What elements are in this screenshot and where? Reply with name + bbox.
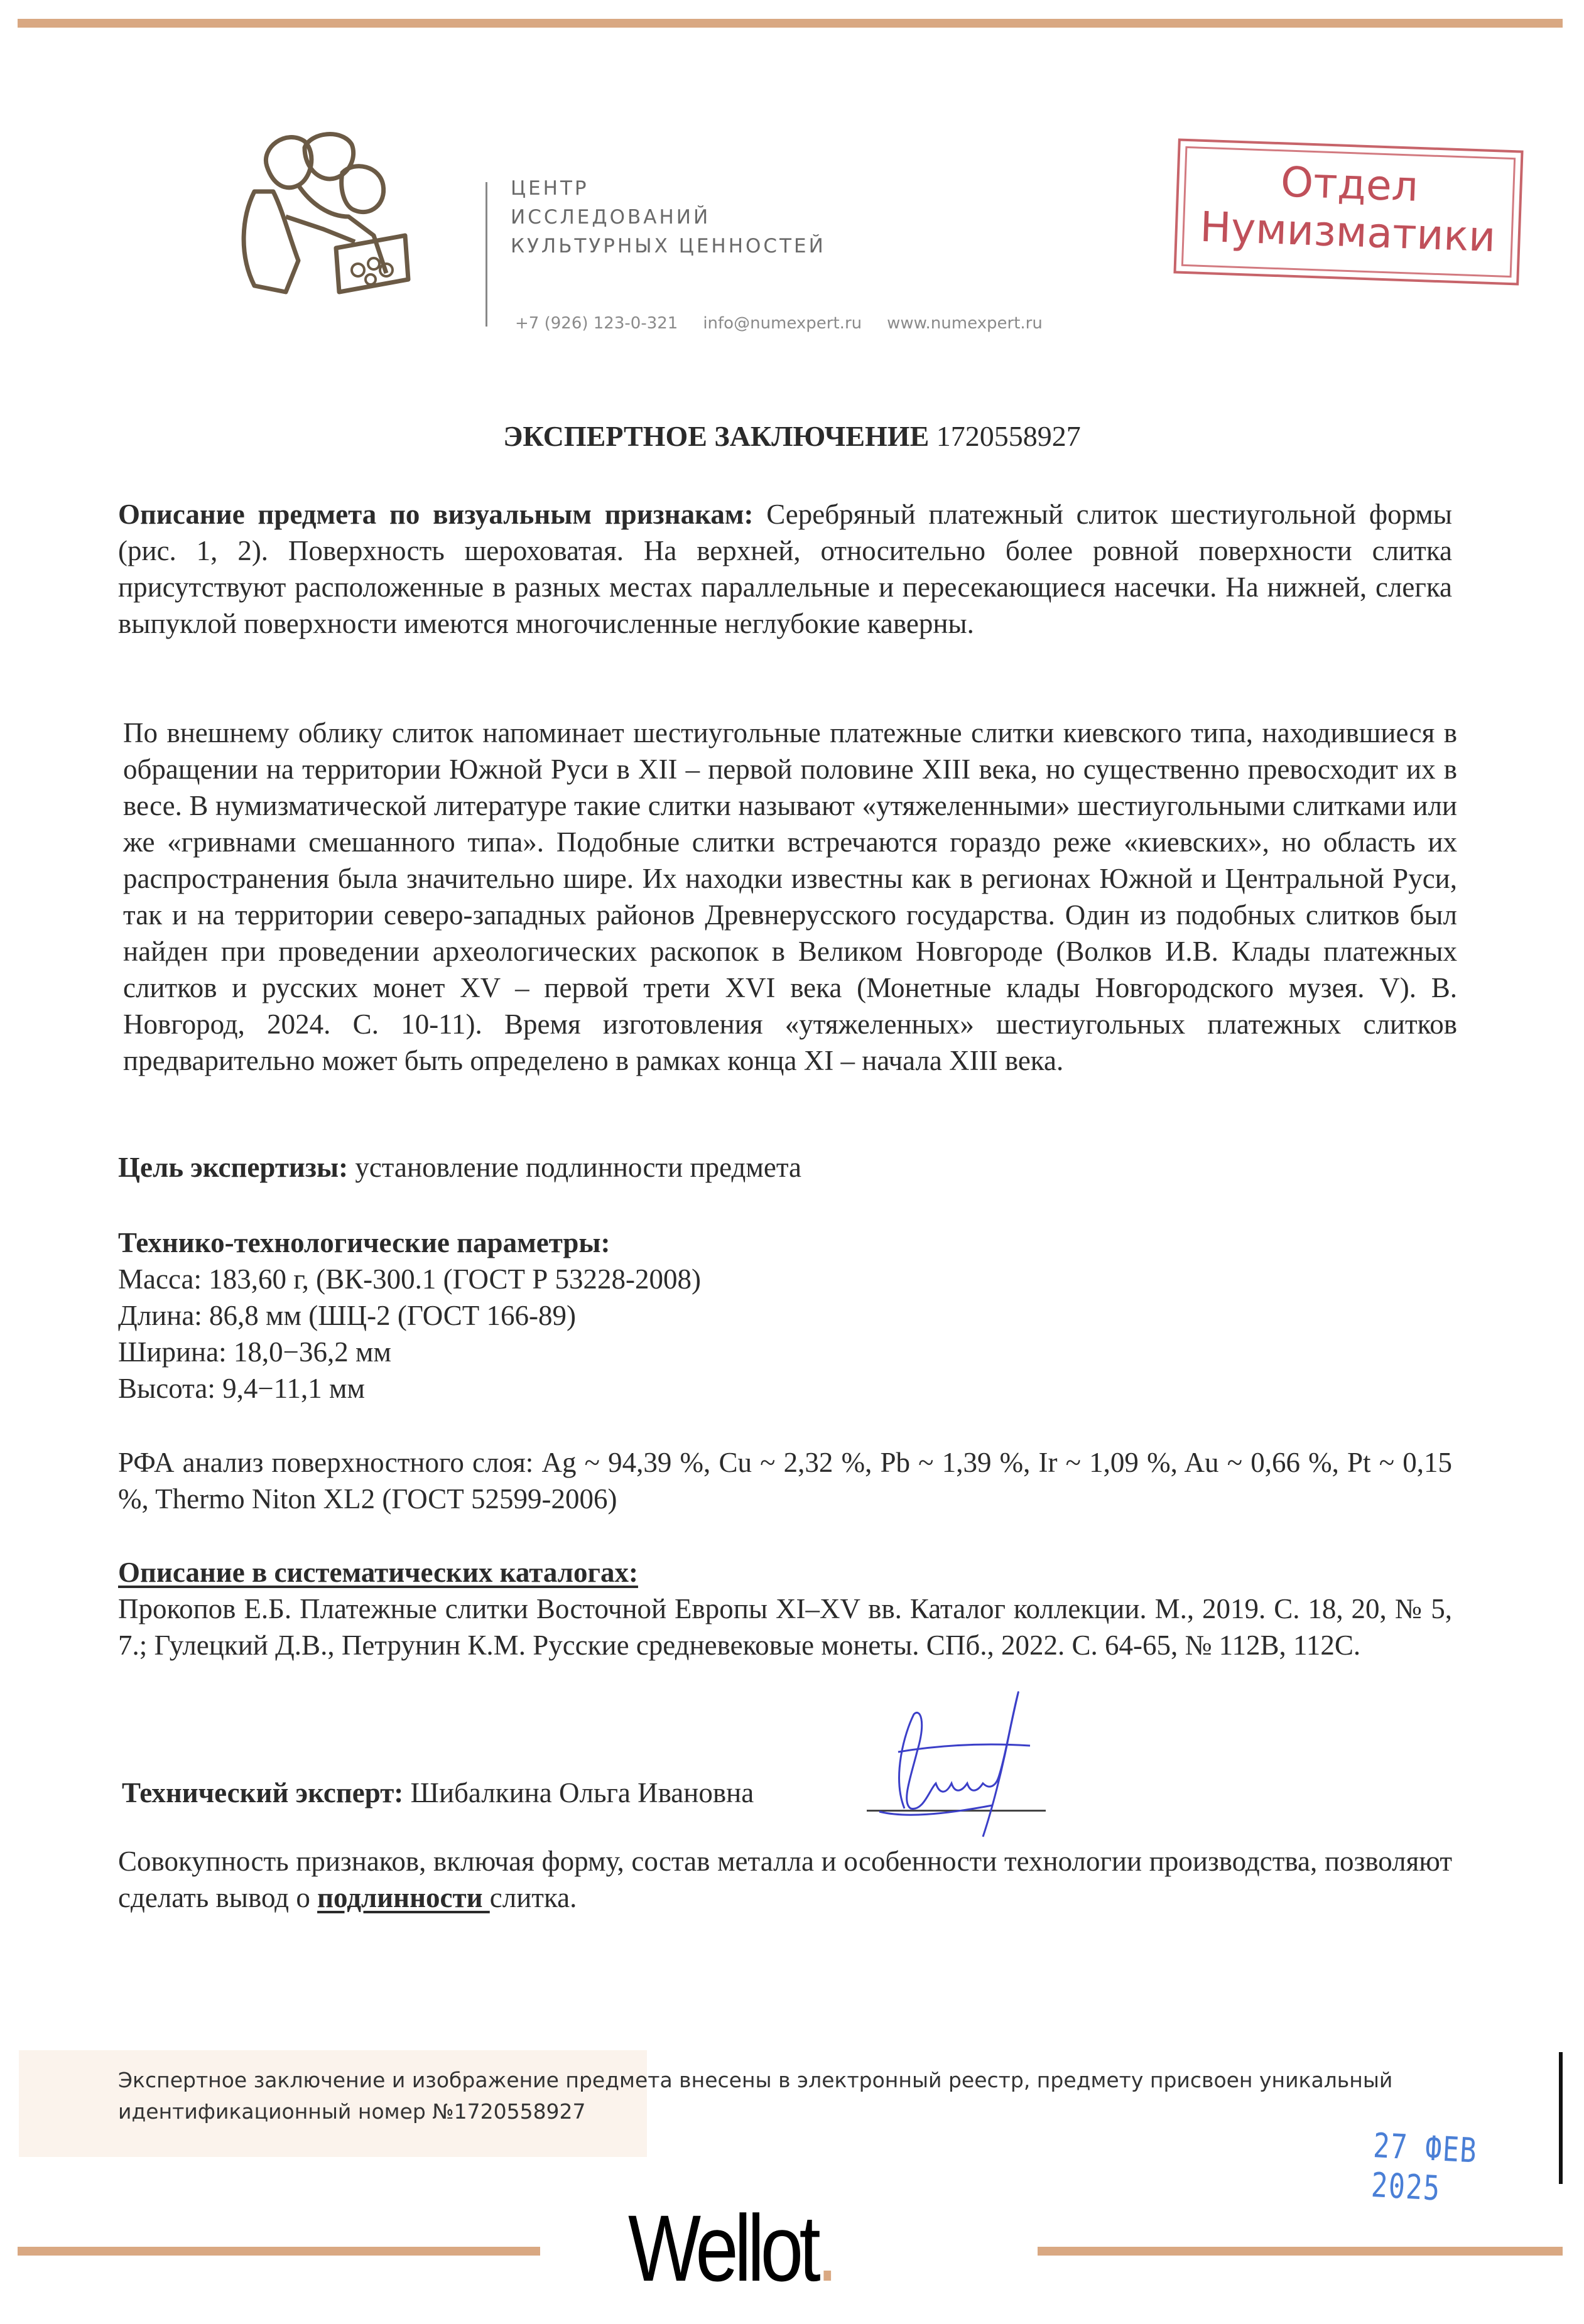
catalogs-text: Прокопов Е.Б. Платежные слитки Восточной Европы XI–XV вв. Каталог коллекции. М., 2019. С. 18, 20, № 5, 7.; Гулецкий Д.В., Петрунин К.М. Русские средневековые монеты. СПб., 2022. С. 64-65, № 112B, 112C. <box>118 1593 1452 1661</box>
expert-line <box>122 1775 1456 1811</box>
numismatists-logo-illustration <box>229 122 418 305</box>
bottom-accent-bar-left <box>18 2247 540 2256</box>
expert-name: Шибалкина Ольга Ивановна <box>410 1777 754 1808</box>
certificate-number: 1720558927 <box>936 420 1081 452</box>
conclusion <box>118 1843 1452 1916</box>
description-text: Серебряный платежный слиток шестиугольной формы (рис. 1, 2). Поверхность шероховатая. На верхней, относительно более ровной поверхности слитка присутствуют расположенные в разных местах параллельные и пересекающиеся насечки. На нижней, слегка выпуклой поверхности имеются многочисленные неглубокие каверны. <box>118 499 1453 639</box>
params-label: Технико-технологические параметры: <box>118 1227 610 1258</box>
org-name-line-2: ИССЛЕДОВАНИЙ <box>511 206 711 229</box>
website-link[interactable]: www.numexpert.ru <box>887 314 1043 333</box>
purpose-section <box>118 1149 1452 1186</box>
param-width: Ширина: 18,0−36,2 мм <box>118 1336 391 1368</box>
phone: +7 (926) 123-0-321 <box>515 314 678 333</box>
xrf-analysis: РФА анализ поверхностного слоя: Ag ~ 94,39 %, Cu ~ 2,32 %, Pb ~ 1,39 %, Ir ~ 1,09 %, Au ~ 0,66 %, Pt ~ 0,15 %, Thermo Niton XL2 (ГОСТ 52599-2006) <box>118 1447 1452 1515</box>
bottom-accent-bar-right <box>1038 2247 1563 2256</box>
department-stamp <box>1173 138 1523 285</box>
catalogs-label: Описание в систематических каталогах: <box>118 1557 638 1588</box>
description-section <box>118 496 1452 642</box>
title-label: ЭКСПЕРТНОЕ ЗАКЛЮЧЕНИЕ <box>503 420 930 452</box>
analysis-paragraph: По внешнему облику слиток напоминает шестиугольные платежные слитки киевского типа, находившиеся в обращении на территории Южной Руси в XII – первой половине XIII века, но существенно превосходит их в весе. В нумизматической литературе такие слитки называют «утяжеленными» шестиугольными слитками или же «гривнами смешанного типа». Подобные слитки встречаются гораздо реже «киевских», но область их распространения была значительно шире. Их находки известны как в регионах Южной и Центральной Руси, так и на территории северо-западных районов Древнерусского государства. Один из подобных слитков был найден при проведении археологических раскопок в Великом Новгороде (Волков И.В. Клады платежных слитков и русских монет XV – первой трети XVI века (Монетные клады Новгородского музея. V). В. Новгород, 2024. С. 10-11). Время изготовления «утяжеленных» шестиугольных платежных слитков предварительно может быть определено в рамках конца XI – начала XIII века. <box>123 717 1457 1076</box>
expert-label: Технический эксперт: <box>122 1777 404 1808</box>
brand-dot: . <box>816 2195 834 2301</box>
expert-signature <box>867 1683 1080 1846</box>
conclusion-emphasis: подлинности <box>317 1882 490 1913</box>
email-link[interactable]: info@numexpert.ru <box>703 314 862 333</box>
date-stamp: 27 ФЕВ 2025 <box>1370 2126 1478 2208</box>
registry-footnote: Экспертное заключение и изображение предмета внесены в электронный реестр, предмету присвоен уникальный идентификационный номер №1720558927 <box>118 2068 1393 2124</box>
param-length: Длина: 86,8 мм (ШЦ-2 (ГОСТ 166-89) <box>118 1300 577 1331</box>
params-section <box>118 1224 1452 1407</box>
contacts <box>515 314 1068 333</box>
param-height: Высота: 9,4−11,1 мм <box>118 1373 365 1404</box>
org-name-line-3: КУЛЬТУРНЫХ ЦЕННОСТЕЙ <box>511 235 826 257</box>
stamp-line-1: Отдел <box>1279 158 1419 211</box>
conclusion-text: Совокупность признаков, включая форму, состав металла и особенности технологии производства, позволяют сделать вывод о <box>118 1846 1452 1913</box>
catalogs-section <box>118 1554 1452 1663</box>
brand-logo <box>628 2195 834 2301</box>
page-title <box>0 419 1584 453</box>
org-name-line-1: ЦЕНТР <box>511 177 589 200</box>
header-divider <box>486 182 487 327</box>
conclusion-end: слитка. <box>489 1882 577 1913</box>
stamp-line-2: Нумизматики <box>1199 202 1497 262</box>
brand-name: Wellot <box>628 2195 817 2301</box>
param-mass: Масса: 183,60 г, (ВК-300.1 (ГОСТ Р 53228-2008) <box>118 1263 702 1295</box>
purpose-text: установление подлинности предмета <box>355 1152 802 1183</box>
scan-edge-line <box>1559 2052 1563 2184</box>
description-label: Описание предмета по визуальным признакам: <box>118 499 754 530</box>
purpose-label: Цель экспертизы: <box>118 1152 349 1183</box>
top-accent-bar <box>18 19 1563 28</box>
